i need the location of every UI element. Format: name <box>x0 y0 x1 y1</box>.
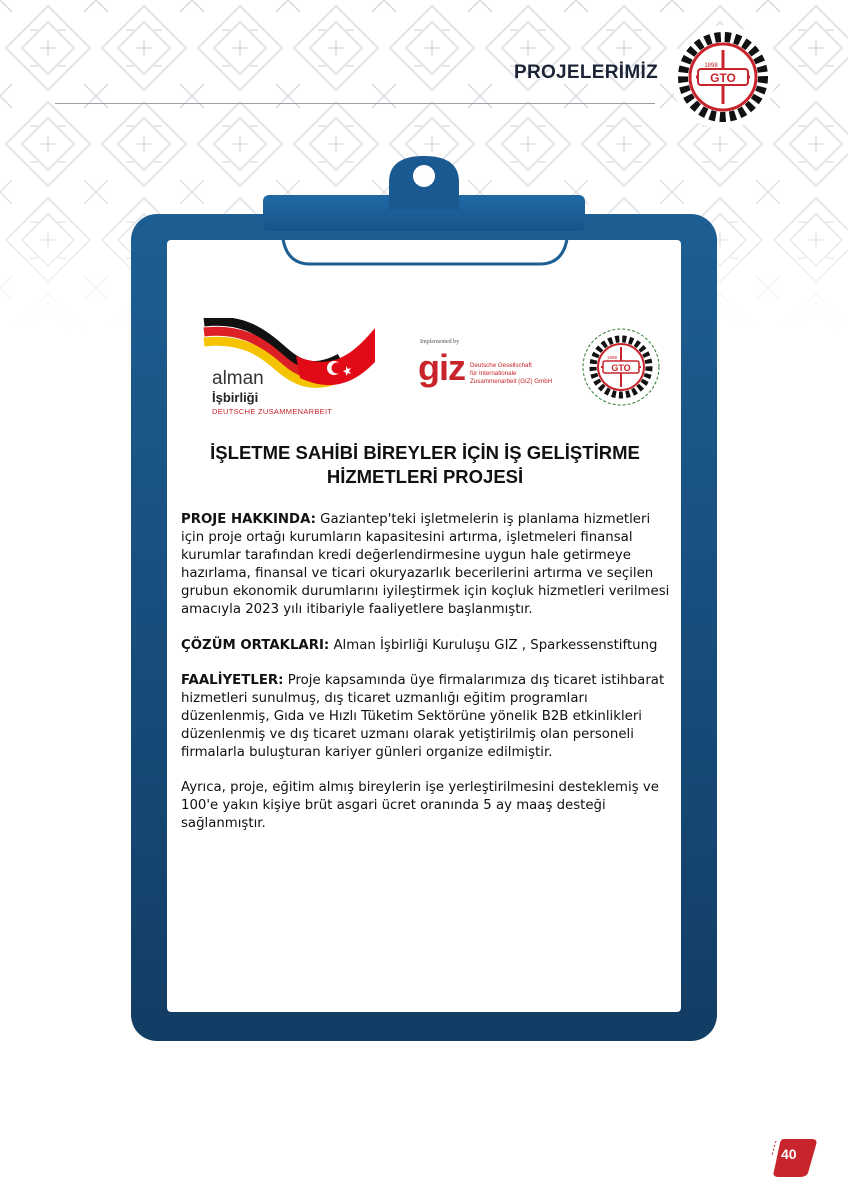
gto-header-year: 1898 <box>704 63 718 69</box>
activities-text: Proje kapsamında üye firmalarımıza dış ticaret istihbarat hizmetleri sunulmuş, dış ticaret uzmanlığı eğitim programları düzenlenmiş, Gıda ve Hızlı Tüketim Sektörüne yönelik B2B etkinlikleri düzenlenmiş ve dış ticaret uzmanı olarak yetiştirilmiş olan personeli firmalarla buluşturan kariyer günleri organize edilmiştir. <box>181 672 665 761</box>
partners-paragraph <box>181 637 671 655</box>
gto-header-logo <box>668 22 778 132</box>
gto-logo-year: 1898 <box>606 355 618 360</box>
clip-handle <box>383 152 465 210</box>
activities-paragraph <box>181 672 671 762</box>
clip-shadow <box>280 226 570 270</box>
giz-line-1: Deutsche Gesellschaft <box>470 362 532 369</box>
giz-line-3: Zusammenarbeit (GIZ) GmbH <box>470 377 553 385</box>
gto-logo-mark: GTO <box>611 363 631 373</box>
giz-line-2: für Internationale <box>470 369 517 377</box>
partners-text: Alman İşbirliği Kuruluşu GIZ , Sparkessenstiftung <box>329 637 658 653</box>
about-text: Gaziantep'teki işletmelerin iş planlama hizmetleri için proje ortağı kurumların kapasitesini artırma, işletmeleri finansal kurumlar tarafından kredi değerlendirmesine uygun hale getirmeye hazırlama, finansal ve ticari okuryazarlık becerilerini artırma ve seçilen grubun ekonomik durumlarını iyileştirmek için koçluk hizmetleri verilmesi amacıyla 2023 yılı itibariyle faaliyetlere başlanmıştır. <box>181 512 670 618</box>
header-divider <box>55 103 655 104</box>
project-description <box>181 511 671 850</box>
project-title-line-2: HİZMETLERİ PROJESİ <box>326 466 524 487</box>
alman-logo-text: alman <box>212 368 264 389</box>
about-paragraph <box>181 511 671 620</box>
gto-header-mark: GTO <box>710 71 736 85</box>
giz-logo-mark: giz <box>418 347 465 388</box>
deutsche-zusammenarbeit-text: DEUTSCHE ZUSAMMENARBEIT <box>212 407 333 416</box>
giz-implemented-by: Implemented by <box>420 339 460 345</box>
section-title: PROJELERİMİZ <box>513 62 658 83</box>
page-number: 40 <box>781 1146 797 1162</box>
project-title <box>185 441 665 489</box>
project-title-line-1: İŞLETME SAHİBİ BİREYLER İÇİN İŞ GELİŞTİRME <box>210 442 640 463</box>
giz-full-name <box>470 362 580 385</box>
extra-paragraph: Ayrıca, proje, eğitim almış bireylerin işe yerleştirilmesini desteklemiş ve 100'e yakın kişiye brüt asgari ücret oranında 5 ay maaş desteği sağlanmıştır. <box>181 780 659 832</box>
about-label: PROJE HAKKINDA: <box>181 512 316 527</box>
isbirligi-logo-text: İşbirliği <box>212 390 259 405</box>
gto-logo <box>581 327 661 407</box>
activities-label: FAALİYETLER: <box>181 672 284 688</box>
partners-label: ÇÖZÜM ORTAKLARI: <box>181 637 330 653</box>
